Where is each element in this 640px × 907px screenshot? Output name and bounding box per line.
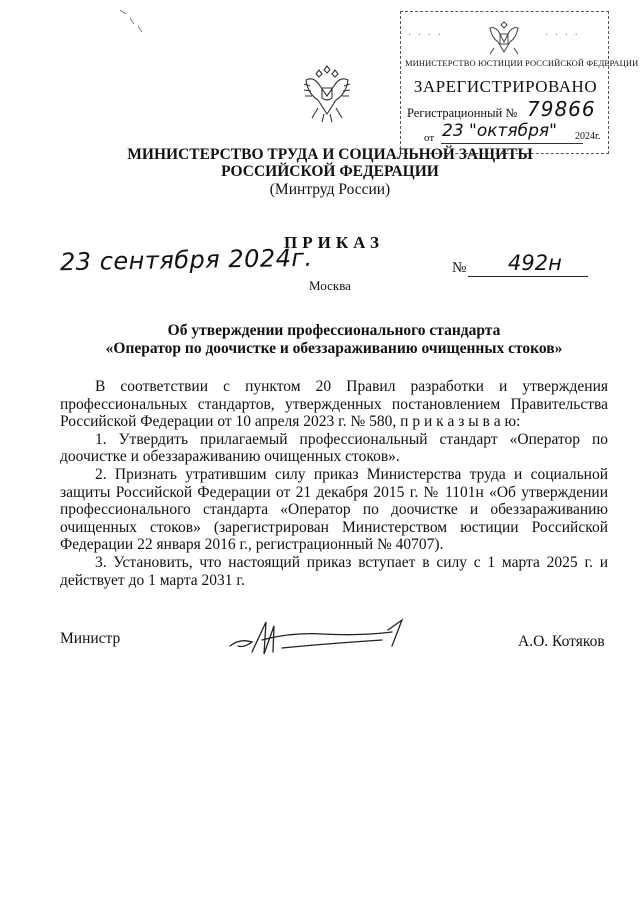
document-type: ПРИКАЗ [284,233,384,252]
paragraph-2: 1. Утвердить прилагаемый профессиональный стандарт «Оператор по доочистке и обеззараживанию очищенных стоков». [60,430,608,466]
number-sign: № [452,260,467,276]
stamp-from-label: от [424,132,435,144]
paragraph-1: В соответствии с пунктом 20 Правил разработки и утверждения профессиональных стандартов, утвержденных постановлением Правительства Российской Федерации от 10 апреля 2023 г. № 580, п р и к а з ы в а ю: [60,378,608,431]
corner-mark [118,8,148,38]
stamp-reg-date: 23 "октября" [442,121,557,141]
handwritten-date: 23 сентября 2024г. [59,243,313,277]
stamp-date-line [441,143,583,144]
ministry-name-line1: МИНИСТЕРСТВО ТРУДА И СОЦИАЛЬНОЙ ЗАЩИТЫ [127,146,533,163]
ministry-short-name: (Минтруд России) [269,181,391,198]
document-body [60,378,608,589]
subject-line2: «Оператор по доочистке и обеззараживанию очищенных стоков» [105,340,563,357]
stamp-dots-right: · · · · [545,30,580,41]
handwritten-number: 492н [508,251,562,275]
signer-position: Министр [60,630,121,647]
stamp-reg-year: 2024г. [575,131,601,142]
stamp-emblem-icon [480,18,528,58]
city: Москва [309,278,351,293]
stamp-ministry: МИНИСТЕРСТВО ЮСТИЦИИ РОССИЙСКОЙ ФЕДЕРАЦИИ [405,58,639,68]
subject-line1: Об утверждении профессионального стандарта [167,322,501,339]
stamp-reg-label: Регистрационный № [407,106,518,120]
paragraph-4: 3. Установить, что настоящий приказ вступает в силу с 1 марта 2025 г. и действует до 1 марта 2031 г. [60,553,608,589]
paragraph-3: 2. Признать утратившим силу приказ Министерства труда и социальной защиты Российской Федерации от 21 декабря 2015 г. № 1101н «Об утверждении профессионального стандарта «Оператор по доочистке и обеззараживанию очищенных стоков» (зарегистрирован Министерством юстиции Российской Федерации 22 января 2016 г., регистрационный № 40707). [60,465,608,554]
number-line [468,276,588,277]
stamp-reg-number: 79866 [527,97,596,121]
ministry-name-line2: РОССИЙСКОЙ ФЕДЕРАЦИИ [221,163,439,180]
coat-of-arms-icon [300,64,354,126]
stamp-registered: ЗАРЕГИСТРИРОВАНО [413,77,598,96]
signer-name: А.О. Котяков [518,633,605,650]
handwritten-signature [222,612,422,664]
stamp-dots-left: · · · · [408,30,443,41]
